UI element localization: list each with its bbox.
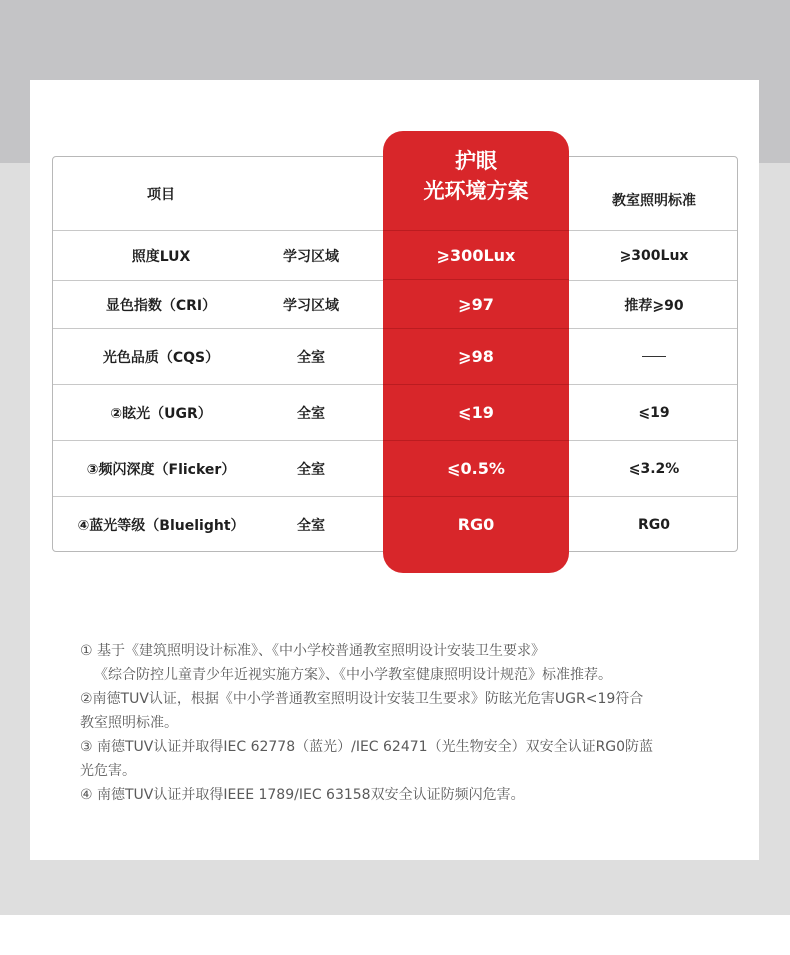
row-area: 学习区域 (283, 297, 339, 314)
row-standard-value (570, 329, 738, 384)
row-standard-value: RG0 (637, 516, 670, 533)
footnote-line: ③ 南德TUV认证并取得IEC 62778（蓝光）/IEC 62471（光生物安全）双安全认证RG0防蓝 (80, 739, 654, 755)
row-highlight-value: ⩾300Lux (436, 246, 516, 265)
row-item: 光色品质（CQS） (102, 349, 220, 366)
footnote-line: ④ 南德TUV认证并取得IEEE 1789/IEC 63158双安全认证防频闪危害。 (80, 787, 525, 803)
row-item: 显色指数（CRI） (105, 297, 217, 314)
row-area: 全室 (297, 517, 325, 534)
row-area: 全室 (297, 349, 325, 366)
background-bottom (0, 915, 790, 955)
footnote-line: 光危害。 (80, 763, 136, 779)
row-item: ③频闪深度（Flicker） (86, 461, 236, 478)
row-item: ②眩光（UGR） (110, 405, 212, 422)
row-area: 全室 (297, 405, 325, 422)
header-item: 项目 (147, 186, 175, 203)
row-standard-value: ⩽19 (638, 404, 670, 421)
row-area: 全室 (297, 461, 325, 478)
row-item: 照度LUX (131, 248, 191, 265)
row-standard-value: ⩾300Lux (619, 247, 689, 264)
header-highlight (383, 146, 569, 206)
footnote-line: ① 基于《建筑照明设计标准》、《中小学校普通教室照明设计安装卫生要求》 (80, 643, 545, 659)
row-area: 学习区域 (283, 248, 339, 265)
row-standard-value: ⩽3.2% (628, 460, 680, 477)
header-highlight-line2: 光环境方案 (423, 179, 529, 203)
row-item: ④蓝光等级（Bluelight） (77, 517, 245, 534)
row-highlight-value: ⩾97 (458, 295, 494, 314)
row-highlight-value: ⩽19 (458, 403, 494, 422)
header-standard: 教室照明标准 (612, 193, 696, 209)
dash-mark (642, 356, 666, 357)
footnote-line: ②南德TUV认证，根据《中小学普通教室照明设计安装卫生要求》防眩光危害UGR<19符合 (80, 691, 644, 707)
header-highlight-line1: 护眼 (455, 149, 497, 173)
row-highlight-value: RG0 (457, 515, 495, 534)
row-highlight-value: ⩽0.5% (447, 459, 505, 478)
footnote-line: 教室照明标准。 (80, 715, 178, 731)
footnotes (80, 639, 730, 807)
footnote-line: 《综合防控儿童青少年近视实施方案》、《中小学教室健康照明设计规范》标准推荐。 (94, 667, 612, 683)
row-standard-value: 推荐⩾90 (624, 297, 684, 314)
row-highlight-value: ⩾98 (458, 347, 494, 366)
